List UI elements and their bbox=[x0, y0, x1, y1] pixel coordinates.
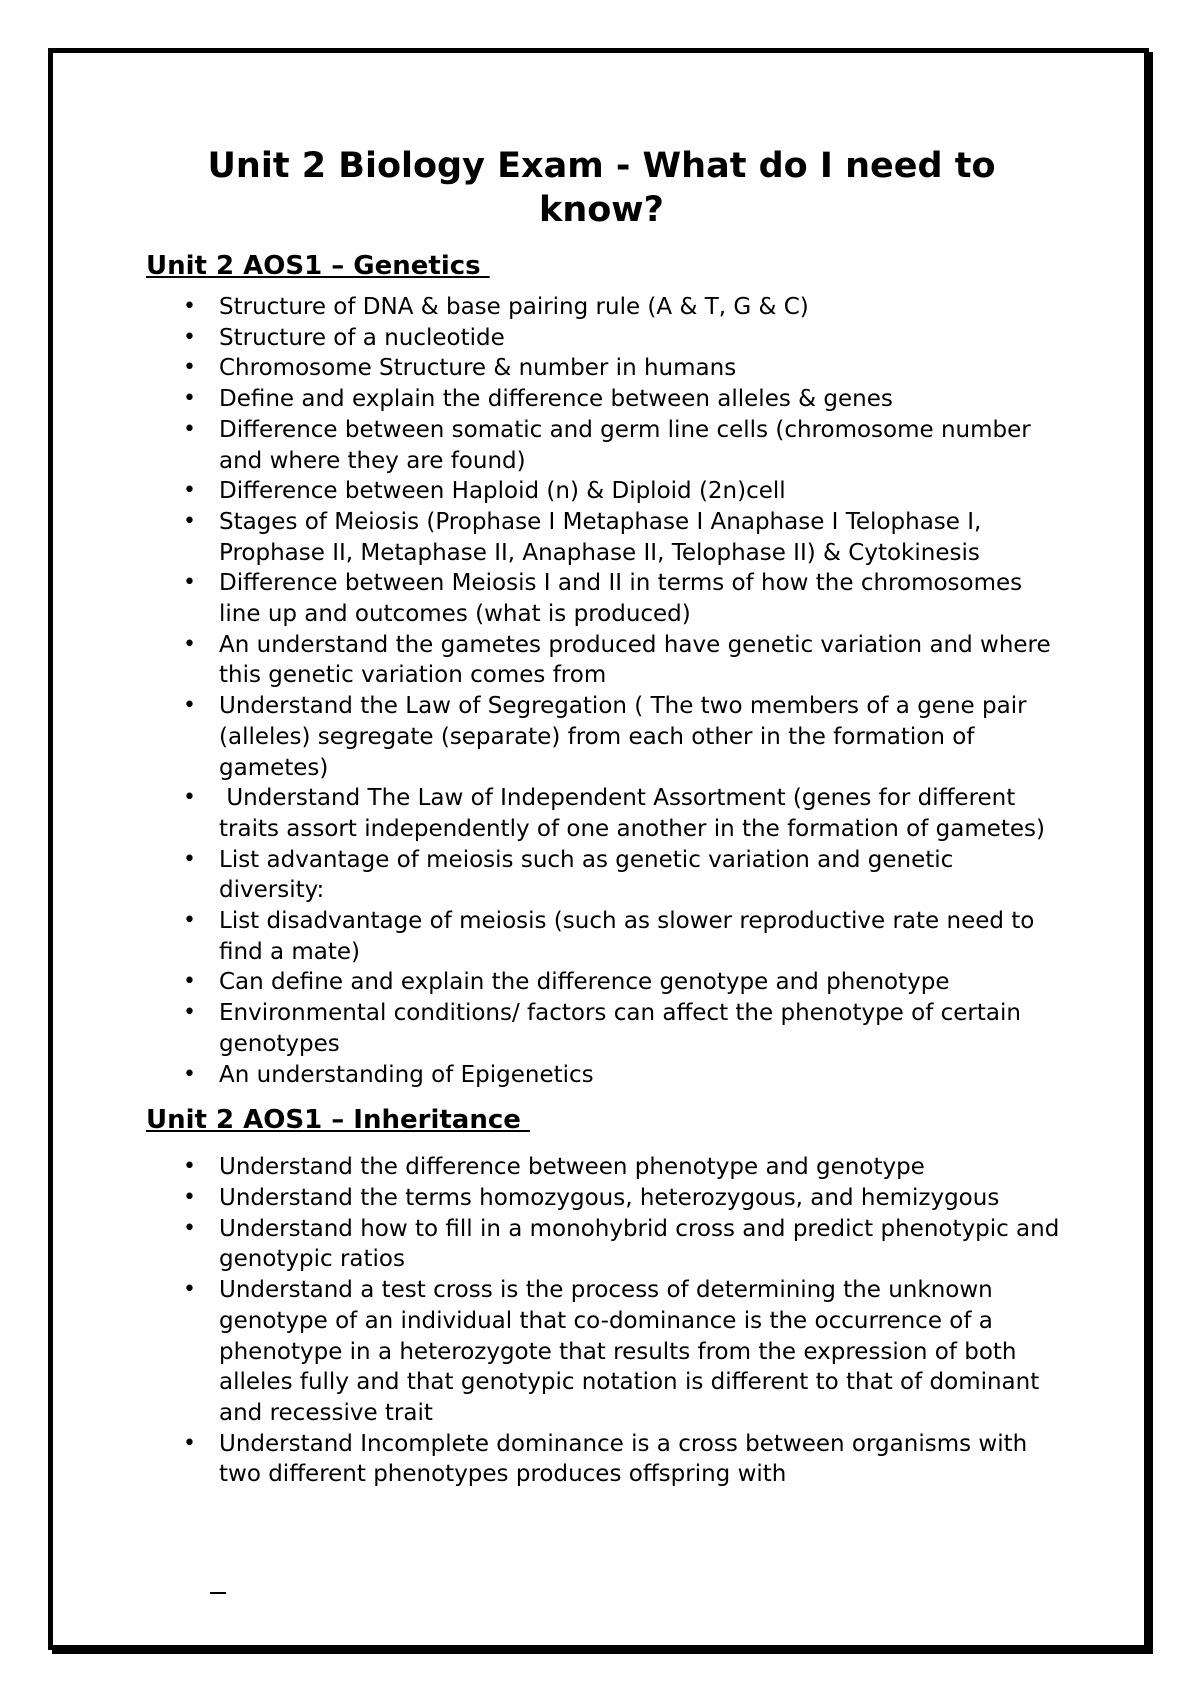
bullet-icon: • bbox=[183, 1184, 196, 1210]
list-item bbox=[146, 384, 1061, 415]
list-item bbox=[146, 967, 1061, 998]
list-item-text: Define and explain the difference between alleles & genes bbox=[219, 386, 893, 413]
list-item-text: Structure of DNA & base pairing rule (A & T, G & C) bbox=[219, 294, 809, 320]
list-item bbox=[146, 998, 1061, 1059]
bullet-icon: • bbox=[183, 785, 196, 811]
inheritance-list bbox=[146, 1152, 1067, 1490]
bullet-icon: • bbox=[183, 969, 196, 995]
list-item-text: Stages of Meiosis (Prophase I Metaphase I Anaphase I Telophase I, Prophase II, Metaphase II, Anaphase II, Telophase II) & Cytokinesis bbox=[219, 508, 989, 566]
bullet-icon: • bbox=[183, 570, 196, 596]
bullet-icon: • bbox=[183, 693, 196, 719]
list-item bbox=[146, 568, 1061, 629]
bullet-icon: • bbox=[183, 386, 196, 412]
list-item-text: Understand the difference between phenotype and genotype bbox=[219, 1154, 925, 1181]
list-item-text: An understand the gametes produced have genetic variation and where this genetic variation comes from bbox=[219, 631, 1058, 689]
bullet-icon: • bbox=[183, 1061, 196, 1087]
list-item-text: Understand a test cross is the process of determining the unknown genotype of an individual that co-dominance is the occurrence of a phenotype in a heterozygote that results from the expression of both alleles fully and that genotypic notation is different to that of dominant and recessive trait bbox=[219, 1277, 1047, 1426]
bullet-icon: • bbox=[183, 508, 196, 534]
document-body bbox=[146, 144, 1067, 1490]
section-heading-genetics: Unit 2 AOS1 – Genetics bbox=[146, 251, 490, 281]
list-item-text: Can define and explain the difference genotype and phenotype bbox=[219, 969, 950, 996]
list-item-text: List disadvantage of meiosis (such as slower reproductive rate need to find a mate) bbox=[219, 908, 1042, 965]
list-item bbox=[146, 1214, 1067, 1275]
bullet-icon: • bbox=[183, 1000, 196, 1026]
list-item-text: Difference between somatic and germ line cells (chromosome number and where they are found) bbox=[219, 416, 1039, 474]
list-item bbox=[146, 1275, 1061, 1429]
bullet-icon: • bbox=[183, 355, 196, 381]
list-item bbox=[146, 1183, 1061, 1214]
list-item-text: Understand the Law of Segregation ( The two members of a gene pair (alleles) segregate (separate) from each other in the formation of gametes) bbox=[219, 693, 1034, 781]
list-item-text: Understand the terms homozygous, heterozygous, and hemizygous bbox=[219, 1184, 1000, 1211]
bullet-icon: • bbox=[183, 478, 196, 504]
bullet-icon: • bbox=[183, 1430, 196, 1456]
list-item-text: Understand how to fill in a monohybrid cross and predict phenotypic and genotypic ratios bbox=[219, 1215, 1067, 1273]
list-item-text: Difference between Meiosis I and II in terms of how the chromosomes line up and outcomes (what is produced) bbox=[219, 570, 1030, 628]
list-item bbox=[146, 630, 1061, 691]
list-item-text: An understanding of Epigenetics bbox=[219, 1061, 594, 1088]
list-item bbox=[146, 415, 1061, 476]
bullet-icon: • bbox=[183, 1215, 196, 1241]
list-item-text: Structure of a nucleotide bbox=[219, 324, 505, 351]
list-item bbox=[146, 323, 1061, 354]
list-item-text: Understand The Law of Independent Assortment (genes for different traits assort independently of one another in the formation of gametes) bbox=[219, 785, 1046, 842]
list-item bbox=[146, 292, 1061, 323]
bullet-icon: • bbox=[183, 294, 196, 319]
list-item-text: Chromosome Structure & number in humans bbox=[219, 355, 737, 382]
list-item bbox=[146, 1060, 1061, 1091]
list-item bbox=[146, 845, 1061, 906]
list-item bbox=[146, 906, 1061, 967]
list-item-text: Environmental conditions/ factors can affect the phenotype of certain genotypes bbox=[219, 1000, 1029, 1057]
footer-mark bbox=[210, 1592, 226, 1594]
list-item bbox=[146, 1152, 1061, 1183]
bullet-icon: • bbox=[183, 1277, 196, 1303]
bullet-icon: • bbox=[183, 846, 196, 872]
list-item bbox=[146, 1429, 1061, 1490]
list-item bbox=[146, 691, 1061, 783]
bullet-icon: • bbox=[183, 324, 196, 350]
bullet-icon: • bbox=[183, 908, 196, 934]
list-item bbox=[146, 476, 1061, 507]
list-item bbox=[146, 507, 1061, 568]
list-item bbox=[146, 353, 1061, 384]
bullet-icon: • bbox=[183, 631, 196, 657]
bullet-icon: • bbox=[183, 1154, 196, 1180]
bullet-icon: • bbox=[183, 416, 196, 442]
list-item bbox=[146, 783, 1061, 844]
list-item-text: Difference between Haploid (n) & Diploid (2n)cell bbox=[219, 478, 786, 505]
list-item-text: Understand Incomplete dominance is a cross between organisms with two different phenotypes produces offspring with bbox=[219, 1430, 1035, 1488]
page-title: Unit 2 Biology Exam - What do I need to know? bbox=[207, 146, 996, 230]
list-item-text: List advantage of meiosis such as genetic variation and genetic diversity: bbox=[219, 846, 961, 904]
genetics-list bbox=[146, 292, 1061, 1090]
section-heading-inheritance: Unit 2 AOS1 – Inheritance bbox=[146, 1105, 530, 1136]
